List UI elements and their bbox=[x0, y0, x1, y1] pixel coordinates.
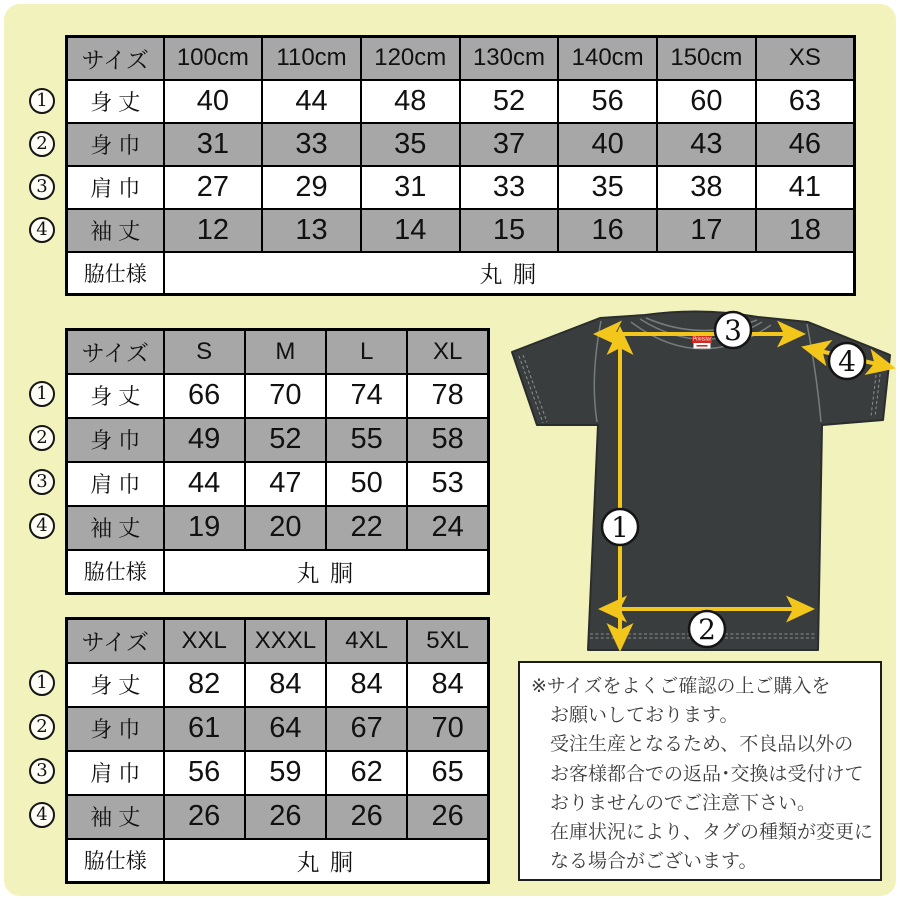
notice-line: なる場合がございます。 bbox=[550, 851, 758, 873]
column-header-cell: XXXL bbox=[245, 619, 326, 663]
size-table-xxl-5xl bbox=[65, 617, 490, 884]
notice-line: おりませんのでご注意下さい。 bbox=[550, 792, 817, 814]
size-table-kids bbox=[65, 35, 856, 296]
size-value-cell: 67 bbox=[326, 707, 407, 751]
size-header-corner-cell: サイズ bbox=[67, 330, 164, 374]
row-marker-slot bbox=[28, 705, 56, 749]
size-value-cell: 26 bbox=[164, 795, 245, 839]
size-value-cell: 52 bbox=[460, 80, 559, 123]
size-value-cell: 61 bbox=[164, 707, 245, 751]
size-value-cell: 17 bbox=[657, 209, 756, 252]
size-value-cell: 70 bbox=[407, 707, 488, 751]
measure-marker-3 bbox=[715, 312, 751, 348]
row-marker-slot bbox=[28, 504, 56, 548]
size-value-cell: 59 bbox=[245, 751, 326, 795]
row-label-cell: 袖 丈 bbox=[67, 209, 164, 252]
circled-number-marker: 1 bbox=[29, 381, 55, 407]
size-value-cell: 33 bbox=[262, 123, 361, 166]
row-label-cell: 身 丈 bbox=[67, 663, 164, 707]
size-value-cell: 31 bbox=[164, 123, 263, 166]
size-value-cell: 40 bbox=[164, 80, 263, 123]
size-value-cell: 65 bbox=[407, 751, 488, 795]
size-value-cell: 35 bbox=[361, 123, 460, 166]
measure-marker-4 bbox=[829, 343, 865, 379]
measure-marker-1 bbox=[602, 509, 638, 545]
column-header-cell: 110cm bbox=[262, 37, 361, 80]
row-marker-slot bbox=[28, 79, 56, 122]
size-value-cell: 64 bbox=[245, 707, 326, 751]
notice-line: お願いしております。 bbox=[550, 705, 739, 727]
size-table-s-xl bbox=[65, 328, 490, 595]
size-value-cell: 13 bbox=[262, 209, 361, 252]
size-value-cell: 70 bbox=[245, 374, 326, 418]
size-value-cell: 26 bbox=[326, 795, 407, 839]
measure-marker-2 bbox=[689, 611, 725, 647]
row-marker-column bbox=[28, 661, 56, 837]
circled-number-marker: 4 bbox=[29, 513, 55, 539]
svg-text:3: 3 bbox=[724, 314, 742, 347]
size-value-cell: 48 bbox=[361, 80, 460, 123]
size-value-cell: 19 bbox=[164, 506, 245, 550]
svg-text:4: 4 bbox=[838, 345, 856, 378]
size-value-cell: 37 bbox=[460, 123, 559, 166]
footer-value-cell: 丸 胴 bbox=[164, 550, 489, 594]
brand-tag-label: Printstar bbox=[692, 336, 712, 343]
size-value-cell: 26 bbox=[407, 795, 488, 839]
size-value-cell: 31 bbox=[361, 166, 460, 209]
row-marker-slot bbox=[28, 165, 56, 208]
size-value-cell: 84 bbox=[245, 663, 326, 707]
circled-number-marker: 3 bbox=[29, 174, 55, 200]
row-marker-slot bbox=[28, 793, 56, 837]
row-marker-slot bbox=[28, 460, 56, 504]
footer-value-cell: 丸 胴 bbox=[164, 839, 489, 883]
size-value-cell: 22 bbox=[326, 506, 407, 550]
footer-label-cell: 脇仕様 bbox=[67, 839, 164, 883]
size-value-cell: 74 bbox=[326, 374, 407, 418]
row-label-cell: 袖 丈 bbox=[67, 795, 164, 839]
row-label-cell: 袖 丈 bbox=[67, 506, 164, 550]
size-value-cell: 14 bbox=[361, 209, 460, 252]
size-value-cell: 26 bbox=[245, 795, 326, 839]
row-label-cell: 身 巾 bbox=[67, 123, 164, 166]
size-value-cell: 82 bbox=[164, 663, 245, 707]
notice-line: ※サイズをよくご確認の上ご購入を bbox=[531, 676, 831, 697]
size-value-cell: 56 bbox=[558, 80, 657, 123]
size-value-cell: 52 bbox=[245, 418, 326, 462]
size-value-cell: 55 bbox=[326, 418, 407, 462]
size-value-cell: 20 bbox=[245, 506, 326, 550]
column-header-cell: XXL bbox=[164, 619, 245, 663]
size-value-cell: 35 bbox=[558, 166, 657, 209]
footer-value-cell: 丸 胴 bbox=[164, 252, 855, 295]
size-value-cell: 40 bbox=[558, 123, 657, 166]
size-value-cell: 78 bbox=[407, 374, 488, 418]
size-value-cell: 63 bbox=[756, 80, 855, 123]
size-value-cell: 43 bbox=[657, 123, 756, 166]
column-header-cell: 130cm bbox=[460, 37, 559, 80]
column-header-cell: 100cm bbox=[164, 37, 263, 80]
row-label-cell: 肩 巾 bbox=[67, 166, 164, 209]
size-header-corner-cell: サイズ bbox=[67, 37, 164, 80]
size-value-cell: 50 bbox=[326, 462, 407, 506]
row-label-cell: 身 巾 bbox=[67, 707, 164, 751]
svg-text:1: 1 bbox=[611, 511, 629, 544]
row-marker-slot bbox=[28, 208, 56, 251]
row-label-cell: 身 丈 bbox=[67, 80, 164, 123]
row-marker-slot bbox=[28, 416, 56, 460]
svg-text:2: 2 bbox=[698, 613, 716, 646]
notice-line: お客様都合での返品･交換は受付けて bbox=[550, 763, 864, 785]
size-value-cell: 24 bbox=[407, 506, 488, 550]
notice-line: 受注生産となるため、不良品以外の bbox=[550, 734, 854, 756]
notice-line: 在庫状況により、タグの種類が変更に bbox=[550, 822, 874, 844]
size-value-cell: 29 bbox=[262, 166, 361, 209]
column-header-cell: XL bbox=[407, 330, 488, 374]
column-header-cell: M bbox=[245, 330, 326, 374]
row-marker-slot bbox=[28, 749, 56, 793]
row-marker-slot bbox=[28, 122, 56, 165]
size-value-cell: 84 bbox=[407, 663, 488, 707]
circled-number-marker: 2 bbox=[29, 131, 55, 157]
size-value-cell: 41 bbox=[756, 166, 855, 209]
size-value-cell: 49 bbox=[164, 418, 245, 462]
size-header-corner-cell: サイズ bbox=[67, 619, 164, 663]
row-label-cell: 身 巾 bbox=[67, 418, 164, 462]
column-header-cell: L bbox=[326, 330, 407, 374]
size-value-cell: 58 bbox=[407, 418, 488, 462]
circled-number-marker: 2 bbox=[29, 425, 55, 451]
column-header-cell: 5XL bbox=[407, 619, 488, 663]
size-value-cell: 53 bbox=[407, 462, 488, 506]
size-value-cell: 84 bbox=[326, 663, 407, 707]
size-value-cell: 44 bbox=[164, 462, 245, 506]
column-header-cell: 140cm bbox=[558, 37, 657, 80]
circled-number-marker: 1 bbox=[29, 670, 55, 696]
circled-number-marker: 3 bbox=[29, 758, 55, 784]
size-value-cell: 62 bbox=[326, 751, 407, 795]
footer-label-cell: 脇仕様 bbox=[67, 252, 164, 295]
column-header-cell: 120cm bbox=[361, 37, 460, 80]
row-marker-slot bbox=[28, 372, 56, 416]
size-value-cell: 38 bbox=[657, 166, 756, 209]
row-label-cell: 身 丈 bbox=[67, 374, 164, 418]
row-marker-column bbox=[28, 79, 56, 251]
size-value-cell: 27 bbox=[164, 166, 263, 209]
circled-number-marker: 4 bbox=[29, 802, 55, 828]
footer-label-cell: 脇仕様 bbox=[67, 550, 164, 594]
circled-number-marker: 3 bbox=[29, 469, 55, 495]
column-header-cell: 4XL bbox=[326, 619, 407, 663]
circled-number-marker: 1 bbox=[29, 88, 55, 114]
size-value-cell: 56 bbox=[164, 751, 245, 795]
size-value-cell: 15 bbox=[460, 209, 559, 252]
tshirt-measurement-diagram bbox=[500, 298, 900, 660]
row-label-cell: 肩 巾 bbox=[67, 751, 164, 795]
size-value-cell: 44 bbox=[262, 80, 361, 123]
size-value-cell: 16 bbox=[558, 209, 657, 252]
column-header-cell: S bbox=[164, 330, 245, 374]
circled-number-marker: 2 bbox=[29, 714, 55, 740]
size-value-cell: 12 bbox=[164, 209, 263, 252]
size-value-cell: 18 bbox=[756, 209, 855, 252]
row-marker-slot bbox=[28, 661, 56, 705]
size-value-cell: 66 bbox=[164, 374, 245, 418]
size-value-cell: 33 bbox=[460, 166, 559, 209]
row-label-cell: 肩 巾 bbox=[67, 462, 164, 506]
column-header-cell: 150cm bbox=[657, 37, 756, 80]
purchase-notice-box bbox=[518, 661, 882, 881]
circled-number-marker: 4 bbox=[29, 217, 55, 243]
size-value-cell: 60 bbox=[657, 80, 756, 123]
row-marker-column bbox=[28, 372, 56, 548]
size-value-cell: 46 bbox=[756, 123, 855, 166]
size-value-cell: 47 bbox=[245, 462, 326, 506]
column-header-cell: XS bbox=[756, 37, 855, 80]
